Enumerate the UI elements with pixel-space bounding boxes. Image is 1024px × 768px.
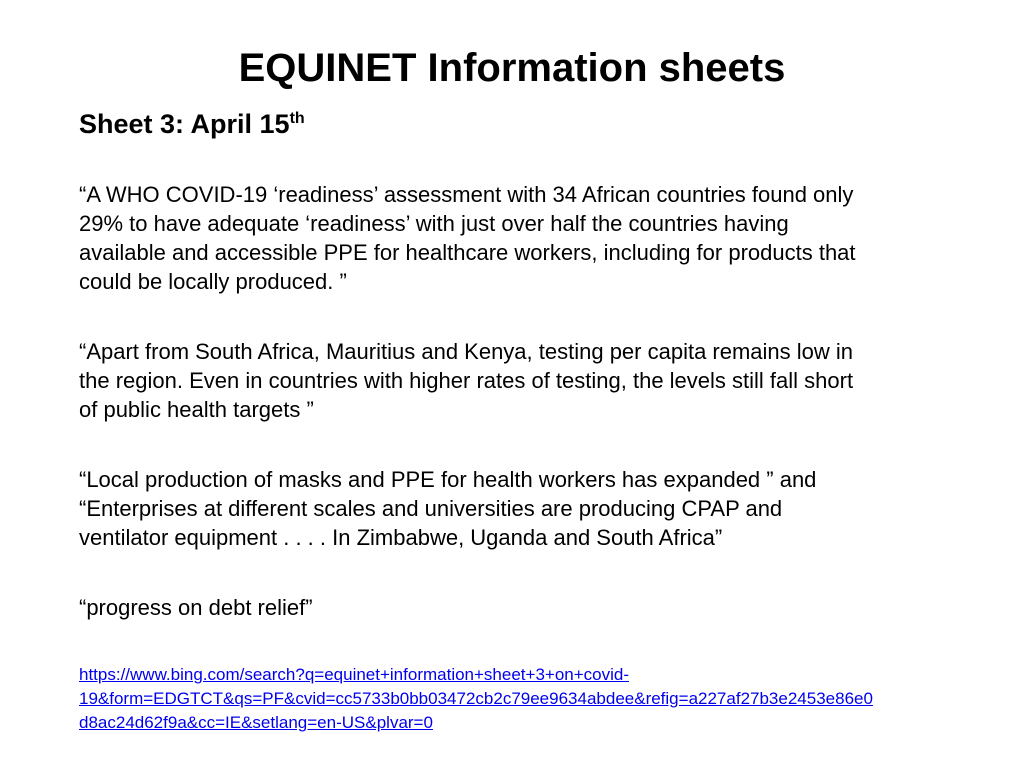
- subtitle-superscript: th: [289, 110, 305, 127]
- slide-title: EQUINET Information sheets: [238, 46, 786, 90]
- slide-body: [79, 180, 969, 735]
- quote-paragraph-3: [79, 465, 969, 552]
- slide-subtitle: [79, 106, 305, 142]
- text-line: “Apart from South Africa, Mauritius and Kenya, testing per capita remains low in: [79, 339, 854, 364]
- text-line: “Local production of masks and PPE for health workers has expanded ” and: [79, 467, 817, 492]
- subtitle-text: Sheet 3: April 15: [79, 109, 290, 139]
- text-line: “A WHO COVID-19 ‘readiness’ assessment with 34 African countries found only: [79, 182, 854, 207]
- quote-paragraph-4: [79, 593, 969, 622]
- quote-paragraph-2: [79, 337, 969, 424]
- text-line: of public health targets ”: [79, 397, 314, 422]
- source-link[interactable]: [79, 663, 969, 735]
- quote-paragraph-1: [79, 180, 969, 296]
- link-line: d8ac24d62f9a&cc=IE&setlang=en-US&plvar=0: [79, 713, 433, 732]
- text-line: ventilator equipment . . . . In Zimbabwe, Uganda and South Africa”: [79, 525, 723, 550]
- text-line: “Enterprises at different scales and universities are producing CPAP and: [79, 496, 783, 521]
- text-line: the region. Even in countries with higher rates of testing, the levels still fall short: [79, 368, 854, 393]
- text-line: available and accessible PPE for healthcare workers, including for products that: [79, 240, 856, 265]
- text-line: “progress on debt relief”: [79, 595, 313, 620]
- text-line: 29% to have adequate ‘readiness’ with just over half the countries having: [79, 211, 789, 236]
- link-line: https://www.bing.com/search?q=equinet+information+sheet+3+on+covid-: [79, 665, 630, 684]
- text-line: could be locally produced. ”: [79, 269, 347, 294]
- link-line: 19&form=EDGTCT&qs=PF&cvid=cc5733b0bb03472cb2c79ee9634abdee&refig=a227af27b3e2453e86e0: [79, 689, 873, 708]
